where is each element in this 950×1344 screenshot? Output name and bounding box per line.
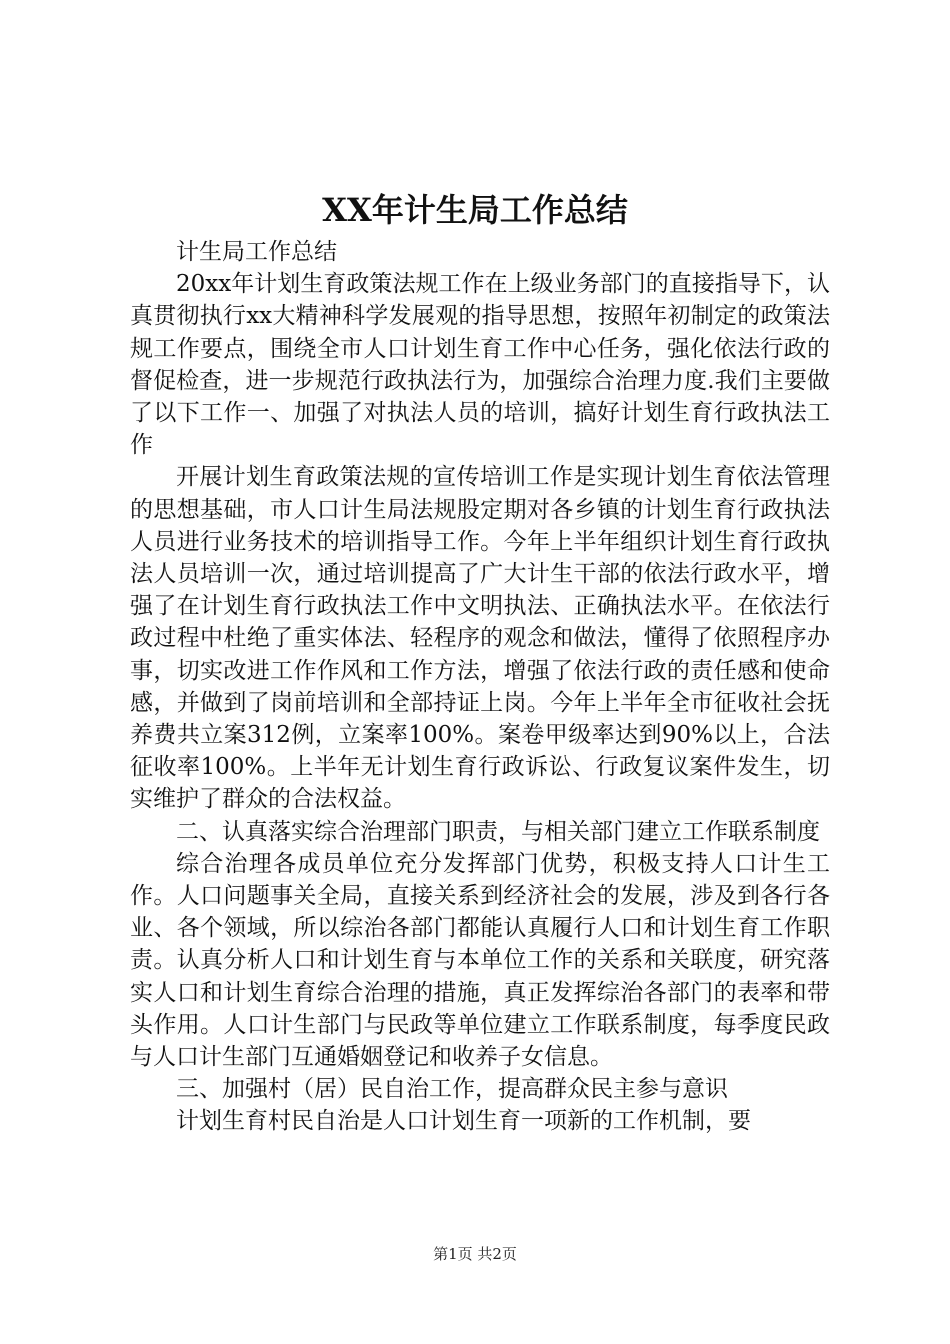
paragraph-training: 开展计划生育政策法规的宣传培训工作是实现计划生育依法管理的思想基础，市人口计生局法规股定期对各乡镇的计划生育行政执法人员进行业务技术的培训指导工作。今年上半年组织计划生育行政执法人员培训一次，通过培训提高了广大计生干部的依法行政水平，增强了在计划生育行政执法工作中文明执法、正确执法水平。在依法行政过程中杜绝了重实体法、轻程序的观念和做法，懂得了依照程序办事，切实改进工作作风和工作方法，增强了依法行政的责任感和使命感，并做到了岗前培训和全部持证上岗。今年上半年全市征收社会抚养费共立案312例，立案率100%。案卷甲级率达到90%以上，合法征收率100%。上半年无计划生育行政诉讼、行政复议案件发生，切实维护了群众的合法权益。 <box>130 464 830 813</box>
section-heading-2: 二、认真落实综合治理部门职责，与相关部门建立工作联系制度 <box>176 818 820 845</box>
paragraph-intro: 20xx年计划生育政策法规工作在上级业务部门的直接指导下，认真贯彻执行xx大精神科学发展观的指导思想，按照年初制定的政策法规工作要点，围绕全市人口计划生育工作中心任务，强化依法行政的督促检查，进一步规范行政执法行为，加强综合治理力度.我们主要做了以下工作一、加强了对执法人员的培训，搞好计划生育行政执法工作 <box>130 271 830 459</box>
section-heading-3: 三、加强村（居）民自治工作，提高群众民主参与意识 <box>176 1076 728 1103</box>
document-body <box>130 236 830 1138</box>
document-title: XX年计生局工作总结 <box>322 191 628 229</box>
page-footer: 第1页 共2页 <box>433 1245 517 1263</box>
paragraph-village: 计划生育村民自治是人口计划生育一项新的工作机制，要 <box>176 1108 751 1135</box>
paragraph-comprehensive: 综合治理各成员单位充分发挥部门优势，积极支持人口计生工作。人口问题事关全局，直接关系到经济社会的发展，涉及到各行各业、各个领域，所以综治各部门都能认真履行人口和计划生育工作职责。认真分析人口和计划生育与本单位工作的关系和关联度，研究落实人口和计划生育综合治理的措施，真正发挥综治各部门的表率和带头作用。人口计生部门与民政等单位建立工作联系制度，每季度民政与人口计生部门互通婚姻登记和收养子女信息。 <box>130 850 830 1071</box>
paragraph-heading: 计生局工作总结 <box>176 239 337 265</box>
